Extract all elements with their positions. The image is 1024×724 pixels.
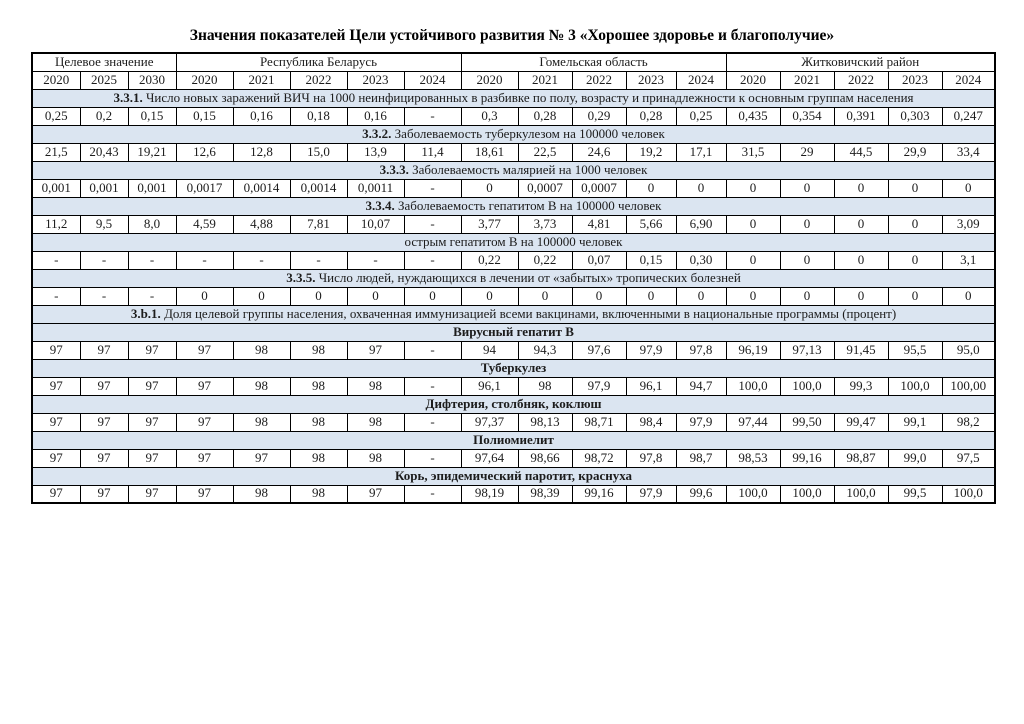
data-cell: 99,50 (780, 413, 834, 431)
data-cell: 97,9 (626, 341, 676, 359)
data-cell: 18,61 (461, 143, 518, 161)
data-cell: 99,16 (780, 449, 834, 467)
data-cell: 4,88 (233, 215, 290, 233)
data-cell: 0,28 (626, 107, 676, 125)
data-cell: 21,5 (32, 143, 80, 161)
data-cell: 0,435 (726, 107, 780, 125)
data-cell: 6,90 (676, 215, 726, 233)
data-cell: 97,37 (461, 413, 518, 431)
data-cell: 29 (780, 143, 834, 161)
year-header: 2020 (176, 71, 233, 89)
data-cell: 31,5 (726, 143, 780, 161)
section-row (32, 431, 995, 449)
data-cell: 0,001 (80, 179, 128, 197)
data-cell: 3,09 (942, 215, 995, 233)
data-cell: 0 (626, 179, 676, 197)
data-cell: 0 (888, 215, 942, 233)
data-cell: 97 (176, 413, 233, 431)
data-cell: 98 (290, 413, 347, 431)
data-cell: 0,29 (572, 107, 626, 125)
data-cell: 98 (290, 485, 347, 503)
year-header: 2024 (676, 71, 726, 89)
data-cell: 98 (518, 377, 572, 395)
data-row (32, 143, 995, 161)
data-cell: 99,5 (888, 485, 942, 503)
data-cell: 0,391 (834, 107, 888, 125)
data-cell: 0,0011 (347, 179, 404, 197)
data-cell: - (404, 377, 461, 395)
column-groups-row (32, 53, 995, 71)
data-cell: 29,9 (888, 143, 942, 161)
data-cell: 95,5 (888, 341, 942, 359)
year-header: 2025 (80, 71, 128, 89)
data-cell: 0,22 (518, 251, 572, 269)
data-cell: 95,0 (942, 341, 995, 359)
data-cell: 100,00 (942, 377, 995, 395)
data-cell: 0,354 (780, 107, 834, 125)
section-label: Полиомиелит (32, 431, 995, 449)
data-cell: 44,5 (834, 143, 888, 161)
data-cell: 0 (888, 251, 942, 269)
data-cell: 97 (176, 485, 233, 503)
data-cell: 96,1 (626, 377, 676, 395)
data-cell: 0 (626, 287, 676, 305)
data-cell: 0,16 (347, 107, 404, 125)
data-cell: 0,001 (32, 179, 80, 197)
data-cell: 98 (233, 341, 290, 359)
data-cell: 97 (80, 449, 128, 467)
data-cell: 99,3 (834, 377, 888, 395)
data-cell: 97 (32, 377, 80, 395)
data-cell: 99,6 (676, 485, 726, 503)
section-label: 3.3.2. Заболеваемость туберкулезом на 100000 человек (32, 125, 995, 143)
data-cell: 98 (290, 377, 347, 395)
data-cell: 0,22 (461, 251, 518, 269)
data-cell: 0 (726, 251, 780, 269)
data-cell: 7,81 (290, 215, 347, 233)
data-cell: 97 (347, 341, 404, 359)
data-cell: 100,0 (834, 485, 888, 503)
data-cell: 98,2 (942, 413, 995, 431)
data-row (32, 449, 995, 467)
data-cell: 0 (347, 287, 404, 305)
data-cell: 100,0 (942, 485, 995, 503)
data-row (32, 215, 995, 233)
data-cell: 97,44 (726, 413, 780, 431)
data-cell: 0 (834, 287, 888, 305)
data-cell: 0 (780, 179, 834, 197)
data-cell: 97 (128, 485, 176, 503)
section-row (32, 161, 995, 179)
data-cell: 0 (518, 287, 572, 305)
data-row (32, 287, 995, 305)
data-cell: 0 (834, 179, 888, 197)
data-cell: 97,9 (572, 377, 626, 395)
data-cell: 0 (461, 287, 518, 305)
data-row (32, 251, 995, 269)
data-cell: 97,9 (676, 413, 726, 431)
data-cell: 97 (80, 377, 128, 395)
data-cell: 98 (347, 449, 404, 467)
data-cell: 97 (176, 449, 233, 467)
section-row (32, 233, 995, 251)
data-cell: 0,2 (80, 107, 128, 125)
data-row (32, 179, 995, 197)
section-label: 3.3.3. Заболеваемость малярией на 1000 человек (32, 161, 995, 179)
year-header: 2020 (726, 71, 780, 89)
year-header: 2021 (233, 71, 290, 89)
year-header: 2021 (518, 71, 572, 89)
data-cell: 0 (176, 287, 233, 305)
data-cell: - (404, 215, 461, 233)
column-group-header: Республика Беларусь (176, 53, 461, 71)
data-cell: 100,0 (726, 485, 780, 503)
section-row (32, 269, 995, 287)
column-group-header: Житковичский район (726, 53, 995, 71)
data-cell: 98,66 (518, 449, 572, 467)
year-header: 2023 (888, 71, 942, 89)
data-cell: 0,30 (676, 251, 726, 269)
data-cell: 97,8 (626, 449, 676, 467)
section-row (32, 395, 995, 413)
data-cell: 15,0 (290, 143, 347, 161)
data-cell: 0,15 (176, 107, 233, 125)
data-cell: 97 (80, 485, 128, 503)
column-group-header: Целевое значение (32, 53, 176, 71)
data-cell: 97 (80, 413, 128, 431)
data-cell: 0,001 (128, 179, 176, 197)
data-cell: 97,9 (626, 485, 676, 503)
data-cell: 11,4 (404, 143, 461, 161)
data-cell: 100,0 (780, 485, 834, 503)
data-cell: - (176, 251, 233, 269)
data-cell: 98 (290, 449, 347, 467)
data-cell: 98 (347, 377, 404, 395)
data-cell: 98 (347, 413, 404, 431)
data-cell: 0 (404, 287, 461, 305)
data-cell: 0 (942, 179, 995, 197)
data-cell: 97 (128, 377, 176, 395)
data-cell: 97 (80, 341, 128, 359)
data-cell: 97 (176, 341, 233, 359)
data-cell: 0 (942, 287, 995, 305)
data-cell: 98 (233, 413, 290, 431)
data-cell: 11,2 (32, 215, 80, 233)
data-cell: 98,87 (834, 449, 888, 467)
section-row (32, 323, 995, 341)
data-cell: 96,1 (461, 377, 518, 395)
section-label: 3.3.4. Заболеваемость гепатитом В на 100000 человек (32, 197, 995, 215)
data-cell: 97 (128, 449, 176, 467)
data-cell: 19,21 (128, 143, 176, 161)
data-cell: 0,15 (626, 251, 676, 269)
data-cell: 13,9 (347, 143, 404, 161)
data-cell: 97,64 (461, 449, 518, 467)
data-cell: 97 (32, 413, 80, 431)
data-cell: 97,8 (676, 341, 726, 359)
data-cell: 100,0 (888, 377, 942, 395)
data-cell: 5,66 (626, 215, 676, 233)
data-cell: 12,8 (233, 143, 290, 161)
year-header: 2024 (942, 71, 995, 89)
data-cell: 3,1 (942, 251, 995, 269)
data-cell: 0,07 (572, 251, 626, 269)
data-cell: 0,0014 (233, 179, 290, 197)
data-cell: 98,19 (461, 485, 518, 503)
table-body (32, 89, 995, 503)
data-cell: 97 (128, 413, 176, 431)
data-cell: 0 (834, 251, 888, 269)
data-cell: 4,59 (176, 215, 233, 233)
data-cell: 12,6 (176, 143, 233, 161)
section-label: 3.3.5. Число людей, нуждающихся в лечении от «забытых» тропических болезней (32, 269, 995, 287)
data-cell: 0,25 (32, 107, 80, 125)
data-cell: 4,81 (572, 215, 626, 233)
data-row (32, 377, 995, 395)
section-row (32, 197, 995, 215)
section-label: 3.3.1. Число новых заражений ВИЧ на 1000 неинфицированных в разбивке по полу, возрасту и принадлежности к основным группам населения (32, 89, 995, 107)
data-cell: 0 (726, 179, 780, 197)
data-cell: 97,6 (572, 341, 626, 359)
data-cell: 0,15 (128, 107, 176, 125)
data-cell: 99,0 (888, 449, 942, 467)
data-cell: 0 (676, 287, 726, 305)
data-cell: - (32, 251, 80, 269)
data-cell: 99,47 (834, 413, 888, 431)
data-cell: 98 (233, 377, 290, 395)
data-cell: 97 (128, 341, 176, 359)
data-cell: 3,77 (461, 215, 518, 233)
data-cell: 96,19 (726, 341, 780, 359)
data-cell: 0 (888, 179, 942, 197)
section-row (32, 467, 995, 485)
data-cell: - (128, 287, 176, 305)
data-cell: 0,0007 (518, 179, 572, 197)
data-cell: 22,5 (518, 143, 572, 161)
data-row (32, 485, 995, 503)
section-row (32, 359, 995, 377)
data-cell: 10,07 (347, 215, 404, 233)
data-cell: 0,0014 (290, 179, 347, 197)
data-cell: 0 (834, 215, 888, 233)
data-cell: - (404, 413, 461, 431)
year-header: 2024 (404, 71, 461, 89)
data-cell: 0 (780, 251, 834, 269)
data-cell: 24,6 (572, 143, 626, 161)
data-cell: 94,3 (518, 341, 572, 359)
data-cell: 97 (233, 449, 290, 467)
section-label: Корь, эпидемический паротит, краснуха (32, 467, 995, 485)
data-cell: 97,13 (780, 341, 834, 359)
data-cell: 0 (726, 287, 780, 305)
data-cell: 97 (347, 485, 404, 503)
data-cell: 98 (290, 341, 347, 359)
data-cell: 0,303 (888, 107, 942, 125)
years-row (32, 71, 995, 89)
data-cell: 33,4 (942, 143, 995, 161)
section-label: Вирусный гепатит В (32, 323, 995, 341)
data-cell: 98,7 (676, 449, 726, 467)
year-header: 2022 (834, 71, 888, 89)
section-row (32, 125, 995, 143)
column-group-header: Гомельская область (461, 53, 726, 71)
section-row (32, 305, 995, 323)
data-cell: 0,25 (676, 107, 726, 125)
year-header: 2030 (128, 71, 176, 89)
year-header: 2020 (32, 71, 80, 89)
data-cell: 99,16 (572, 485, 626, 503)
data-row (32, 413, 995, 431)
data-cell: 0 (676, 179, 726, 197)
data-cell: 0,28 (518, 107, 572, 125)
data-cell: 100,0 (726, 377, 780, 395)
data-cell: 0 (233, 287, 290, 305)
data-cell: 0,18 (290, 107, 347, 125)
data-cell: 94 (461, 341, 518, 359)
data-cell: 98,53 (726, 449, 780, 467)
page-title: Значения показателей Цели устойчивого развития № 3 «Хорошее здоровье и благополучие» (189, 27, 835, 44)
year-header: 2022 (290, 71, 347, 89)
section-label: острым гепатитом В на 100000 человек (32, 233, 995, 251)
data-cell: 0 (780, 215, 834, 233)
data-cell: 91,45 (834, 341, 888, 359)
data-cell: 20,43 (80, 143, 128, 161)
section-label: Туберкулез (32, 359, 995, 377)
data-cell: 8,0 (128, 215, 176, 233)
data-cell: - (290, 251, 347, 269)
data-cell: 98 (233, 485, 290, 503)
data-cell: 0 (888, 287, 942, 305)
year-header: 2021 (780, 71, 834, 89)
data-cell: 0,247 (942, 107, 995, 125)
data-cell: 19,2 (626, 143, 676, 161)
data-cell: - (347, 251, 404, 269)
data-cell: 97,5 (942, 449, 995, 467)
year-header: 2023 (626, 71, 676, 89)
data-cell: 0,3 (461, 107, 518, 125)
data-cell: - (404, 251, 461, 269)
data-cell: 0 (572, 287, 626, 305)
data-row (32, 107, 995, 125)
data-cell: 98,72 (572, 449, 626, 467)
data-cell: 100,0 (780, 377, 834, 395)
data-cell: 0 (726, 215, 780, 233)
data-cell: 0,0017 (176, 179, 233, 197)
year-header: 2023 (347, 71, 404, 89)
data-cell: 94,7 (676, 377, 726, 395)
data-cell: 0 (461, 179, 518, 197)
data-cell: 9,5 (80, 215, 128, 233)
data-cell: - (404, 485, 461, 503)
section-label: 3.b.1. Доля целевой группы населения, охваченная иммунизацией всеми вакцинами, включенными в национальные программы (процент) (32, 305, 995, 323)
section-label: Дифтерия, столбняк, коклюш (32, 395, 995, 413)
data-cell: - (80, 287, 128, 305)
data-cell: 98,4 (626, 413, 676, 431)
data-cell: - (32, 287, 80, 305)
data-cell: 97 (176, 377, 233, 395)
data-cell: 17,1 (676, 143, 726, 161)
data-cell: 0,0007 (572, 179, 626, 197)
data-row (32, 341, 995, 359)
data-cell: 3,73 (518, 215, 572, 233)
data-cell: 0 (290, 287, 347, 305)
data-cell: - (233, 251, 290, 269)
data-cell: 97 (32, 449, 80, 467)
data-cell: 98,71 (572, 413, 626, 431)
year-header: 2020 (461, 71, 518, 89)
data-cell: - (404, 341, 461, 359)
data-cell: 97 (32, 341, 80, 359)
data-cell: - (404, 107, 461, 125)
data-cell: 0,16 (233, 107, 290, 125)
section-row (32, 89, 995, 107)
data-cell: 98,39 (518, 485, 572, 503)
year-header: 2022 (572, 71, 626, 89)
data-cell: - (128, 251, 176, 269)
data-cell: 0 (780, 287, 834, 305)
data-cell: 98,13 (518, 413, 572, 431)
data-cell: - (404, 449, 461, 467)
data-cell: 97 (32, 485, 80, 503)
data-cell: - (80, 251, 128, 269)
sdg3-indicators-table (31, 52, 996, 504)
data-cell: 99,1 (888, 413, 942, 431)
data-cell: - (404, 179, 461, 197)
